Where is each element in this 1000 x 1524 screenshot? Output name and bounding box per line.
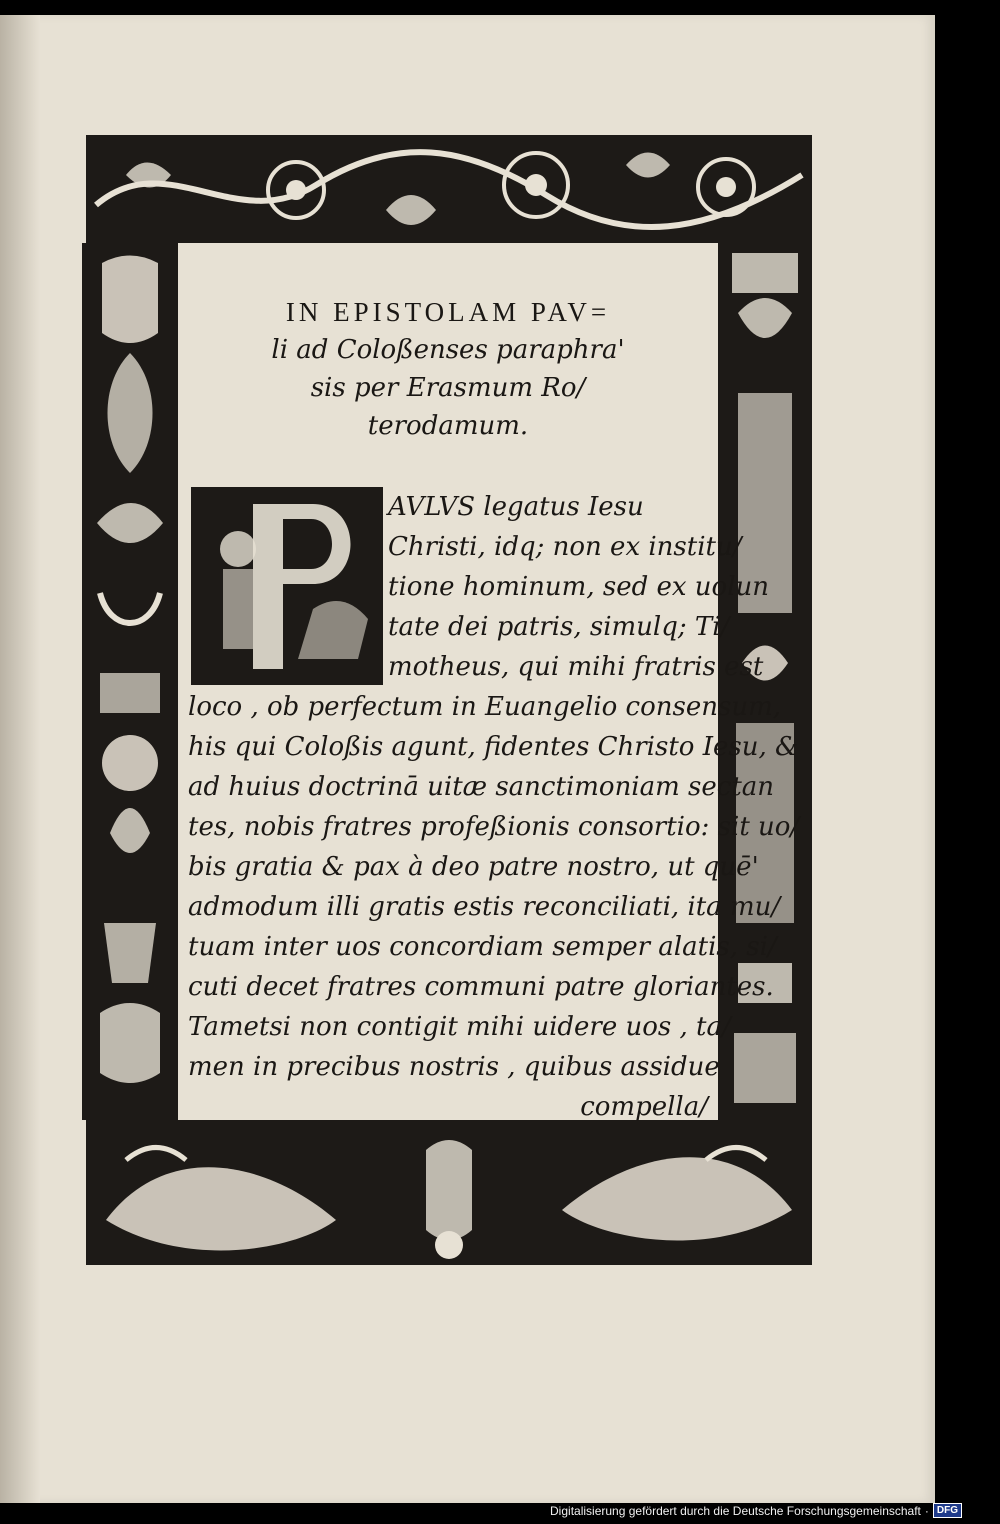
dfg-logo[interactable]: DFG	[933, 1503, 962, 1518]
book-page	[0, 15, 935, 1503]
title-line-1: IN EPISTOLAM PAV=	[285, 297, 611, 327]
title-line-2: li ad Coloßenses paraphra'	[271, 335, 625, 365]
catchword: compella/	[580, 1092, 708, 1122]
top-ornament-border	[86, 135, 812, 243]
title-line-4: terodamum.	[367, 411, 529, 441]
text-block	[178, 258, 800, 1122]
body-line-12: tuam inter uos concordiam semper alatis, si/	[188, 932, 777, 962]
title-line-3: sis per Erasmum Ro/	[310, 373, 586, 403]
body-line-2: Christi, idq; non ex institu/	[388, 532, 742, 562]
body-line-5: motheus, qui mihi fratris est	[388, 652, 764, 682]
digitization-footer: Digitalisierung gefördert durch die Deutsche Forschungsgemeinschaft · DFG	[550, 1503, 962, 1518]
decorated-initial-P	[191, 487, 383, 685]
bottom-ornament-border	[86, 1120, 812, 1265]
body-line-7: his qui Coloßis agunt, fidentes Christo Iesu, &	[188, 732, 799, 762]
body-line-6: loco , ob perfectum in Euangelio consensum,	[188, 692, 781, 722]
page-title	[178, 293, 718, 445]
body-line-8: ad huius doctrinā uitæ sanctimoniam sectan	[188, 772, 775, 802]
footer-text: Digitalisierung gefördert durch die Deutsche Forschungsgemeinschaft	[550, 1503, 921, 1518]
body-line-4: tate dei patris, simulq; Ti/	[388, 612, 730, 642]
body-line-15: men in precibus nostris , quibus assidue	[188, 1052, 720, 1082]
body-line-3: tione hominum, sed ex uolun	[388, 572, 770, 602]
page-gutter	[0, 15, 40, 1503]
body-line-11: admodum illi gratis estis reconciliati, ita mu/	[188, 892, 781, 922]
body-line-9: tes, nobis fratres profeßionis consortio: sit uo/	[188, 812, 800, 842]
body-line-1: AVLVS legatus Iesu	[388, 492, 644, 522]
body-line-10: bis gratia & pax à deo patre nostro, ut quē'	[188, 852, 759, 882]
body-line-14: Tametsi non contigit mihi uidere uos , ta/	[188, 1012, 731, 1042]
body-line-13: cuti decet fratres communi patre gloriantes.	[188, 972, 774, 1002]
left-ornament-column	[82, 243, 178, 1120]
